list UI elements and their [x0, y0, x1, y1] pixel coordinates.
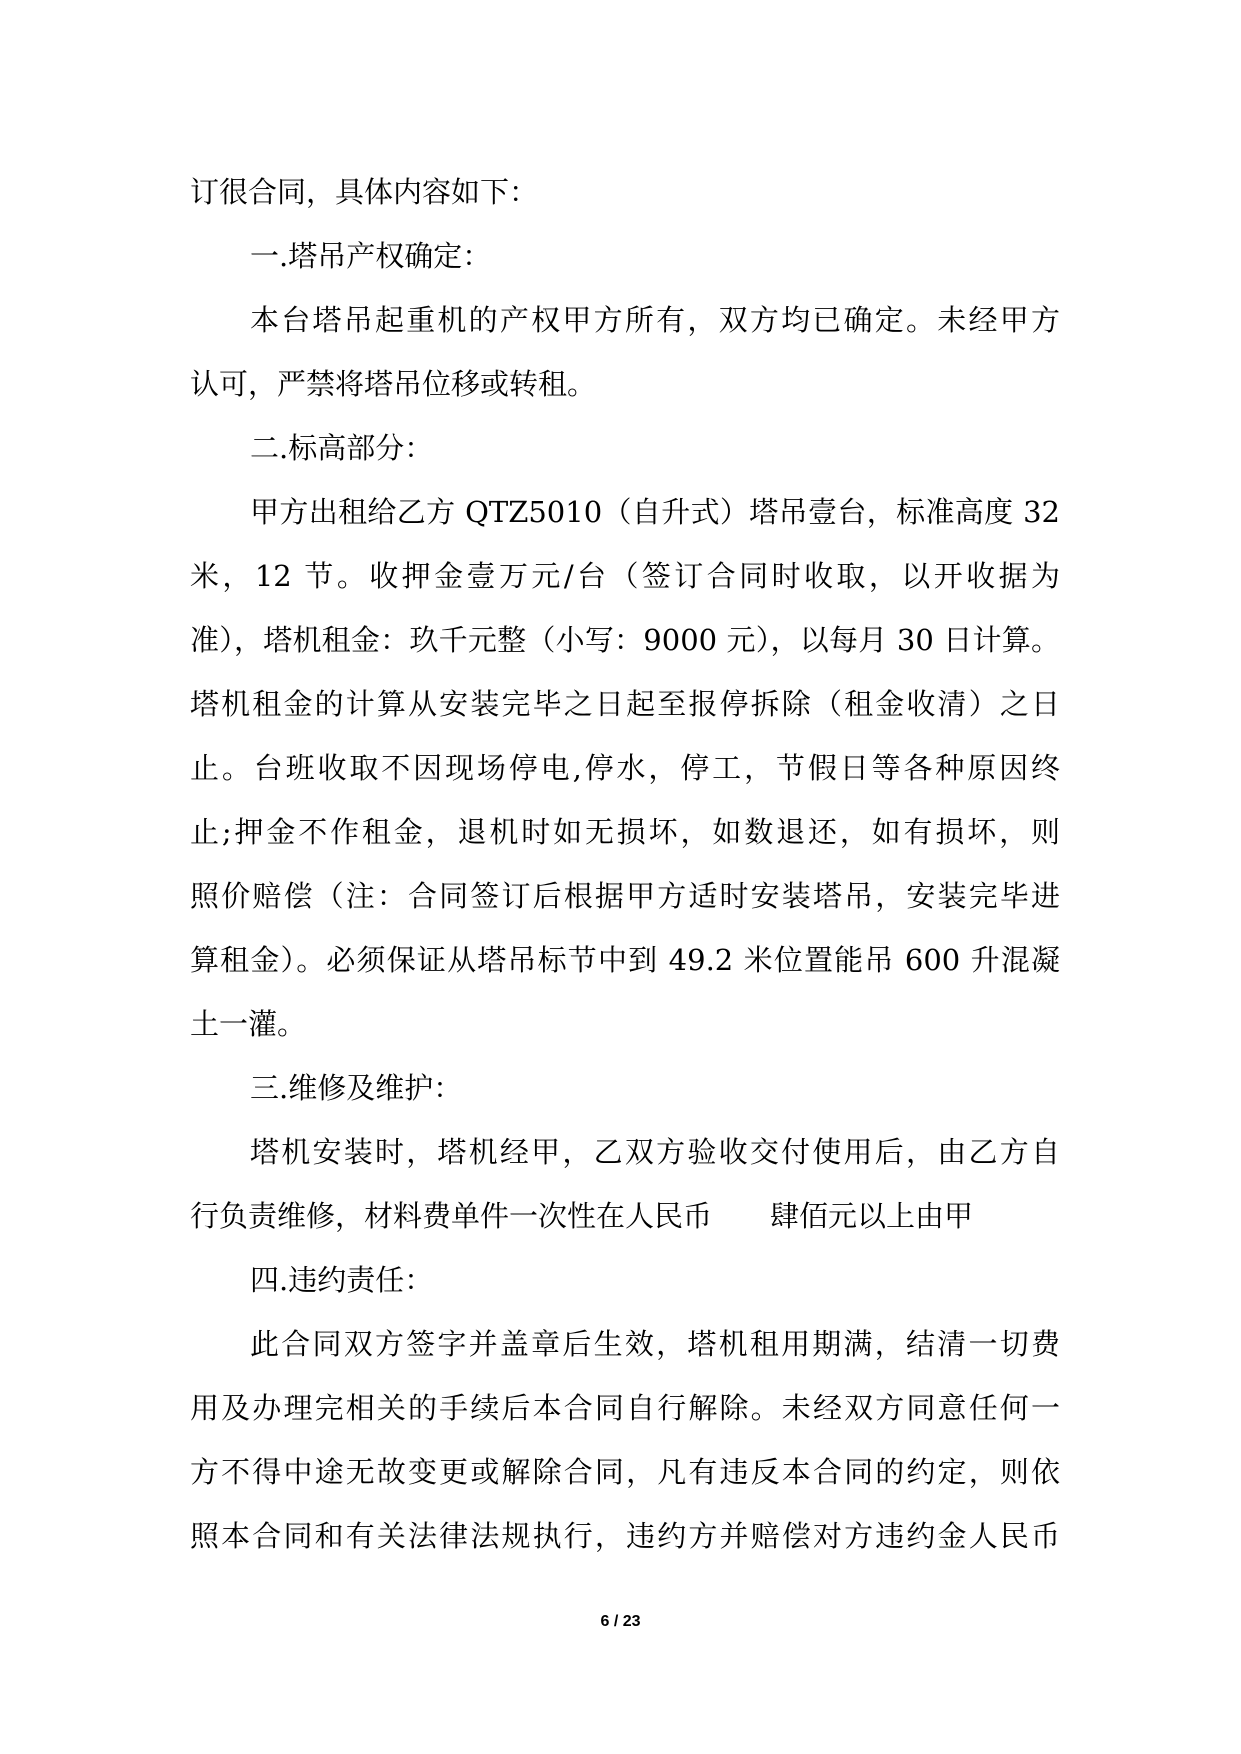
paragraph-line: 照本合同和有关法律法规执行，违约方并赔偿对方违约金人民币	[190, 1519, 1060, 1553]
paragraph-line: 准），塔机租金：玖千元整（小写：9000 元），以每月 30 日计算。	[190, 623, 1060, 657]
paragraph-line: 订很合同，具体内容如下：	[190, 175, 539, 209]
paragraph-line: 米，12 节。收押金壹万元/台（签订合同时收取，以开收据为	[190, 559, 1060, 593]
paragraph-line: 照价赔偿（注：合同签订后根据甲方适时安装塔吊，安装完毕进	[190, 879, 1060, 913]
paragraph-line: 方不得中途无故变更或解除合同，凡有违反本合同的约定，则依	[190, 1455, 1060, 1489]
paragraph-line: 甲方出租给乙方 QTZ5010（自升式）塔吊壹台，标准高度 32	[250, 495, 1060, 529]
section-heading-maintenance: 三.维修及维护：	[250, 1071, 463, 1105]
section-heading-ownership: 一.塔吊产权确定：	[250, 239, 492, 273]
paragraph-line: 止;押金不作租金，退机时如无损坏，如数退还，如有损坏，则	[190, 815, 1060, 849]
paragraph-line: 止。台班收取不因现场停电,停水，停工，节假日等各种原因终	[190, 751, 1060, 785]
page-number: 6 / 23	[600, 1613, 641, 1630]
paragraph-line: 塔机安装时，塔机经甲，乙双方验收交付使用后，由乙方自	[250, 1135, 1060, 1169]
paragraph-line: 此合同双方签字并盖章后生效，塔机租用期满，结清一切费	[250, 1327, 1060, 1361]
paragraph-line: 认可，严禁将塔吊位移或转租。	[190, 367, 597, 401]
paragraph-line: 算租金）。必须保证从塔吊标节中到 49.2 米位置能吊 600 升混凝	[190, 943, 1060, 977]
paragraph-line: 土一灌。	[190, 1007, 307, 1041]
section-heading-liability: 四.违约责任：	[250, 1263, 434, 1297]
paragraph-line-segment: 肆佰元以上由甲	[770, 1199, 974, 1233]
paragraph-line-segment: 行负责维修，材料费单件一次性在人民币	[190, 1199, 713, 1233]
section-heading-elevation: 二.标高部分：	[250, 431, 434, 465]
paragraph-line: 塔机租金的计算从安装完毕之日起至报停拆除（租金收清）之日	[190, 687, 1060, 721]
paragraph-line: 用及办理完相关的手续后本合同自行解除。未经双方同意任何一	[190, 1391, 1060, 1425]
document-body	[190, 160, 1060, 1568]
paragraph-line	[190, 1184, 1060, 1248]
paragraph-line: 本台塔吊起重机的产权甲方所有，双方均已确定。未经甲方	[250, 303, 1060, 337]
